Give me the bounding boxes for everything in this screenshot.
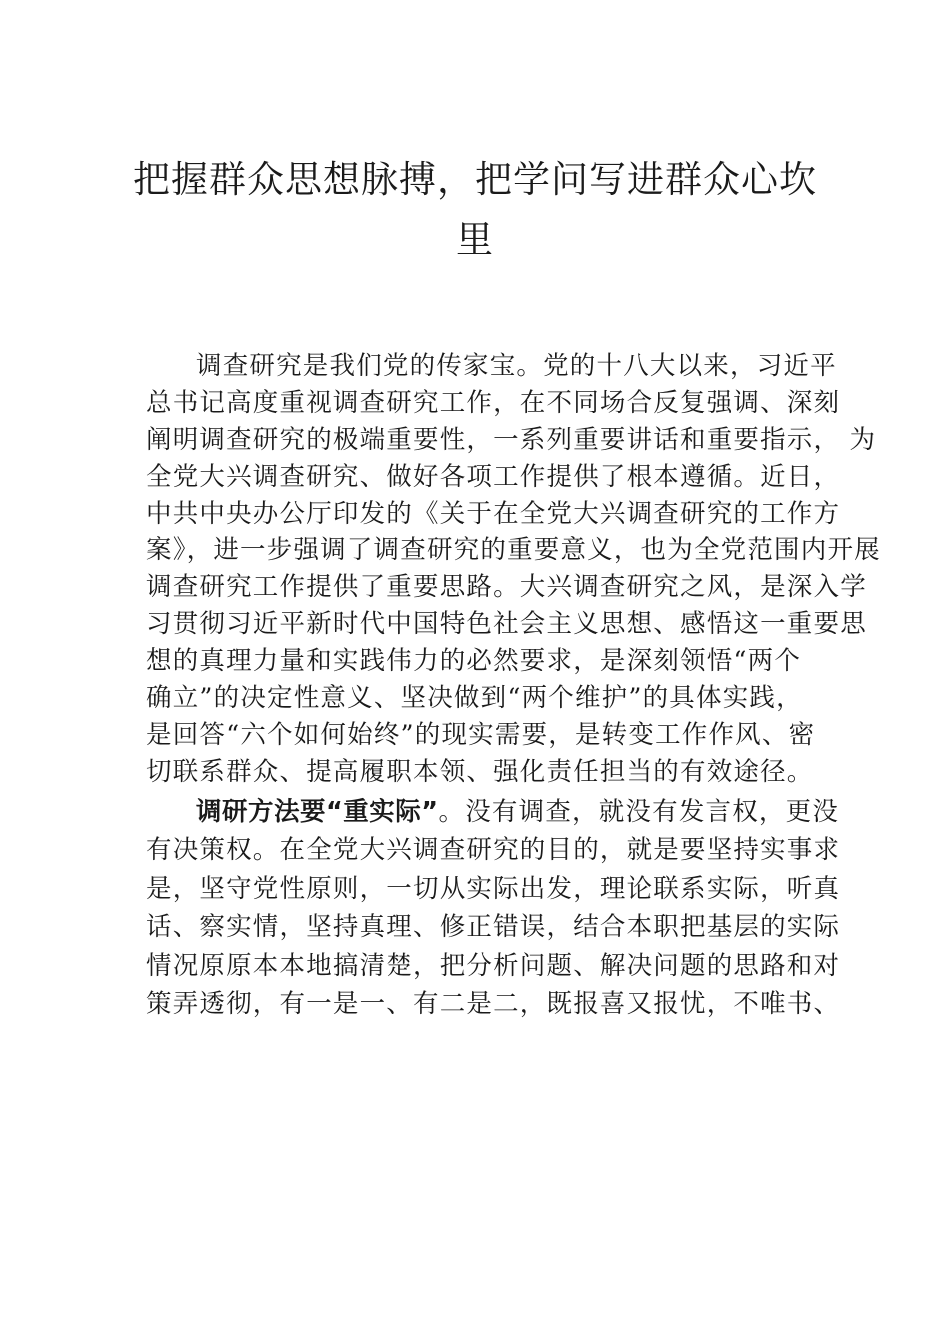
- paragraph-line: 调查研究是我们党的传家宝。党的十八大以来，习近平: [196, 351, 837, 381]
- paragraph-line: 全党大兴调查研究、做好各项工作提供了根本遵循。近日，: [146, 461, 841, 492]
- document-title: [130, 150, 820, 270]
- document-body: [146, 348, 881, 1024]
- paragraph-first-line: [146, 793, 840, 832]
- paragraph-line: 想的真理力量和实践伟力的必然要求，是深刻领悟“两个: [146, 646, 802, 677]
- paragraph-line: 阐明调查研究的极端重要性，一系列重要讲话和重要指示， 为: [146, 424, 877, 455]
- paragraph-1: [146, 348, 881, 791]
- paragraph-line: 确立”的决定性意义、坚决做到“两个维护”的具体实践，: [146, 683, 803, 714]
- paragraph-2: [146, 793, 841, 1024]
- paragraph-line: 是回答“六个如何始终”的现实需要，是转变工作作风、密: [146, 719, 816, 750]
- section-heading: 调研方法要“重实际”: [196, 796, 439, 827]
- paragraph-line: 调查研究工作提供了重要思路。大兴调查研究之风，是深入学: [146, 572, 867, 603]
- title-line-2: 里: [456, 218, 494, 261]
- paragraph-line: 话、察实情，坚持真理、修正错误，结合本职把基层的实际: [146, 912, 841, 943]
- paragraph-line: 案》，进一步强调了调查研究的重要意义，也为全党范围内开展: [146, 535, 881, 566]
- paragraph-line: 是，坚守党性原则，一切从实际出发，理论联系实际，听真: [146, 873, 841, 904]
- paragraph-line: 习贯彻习近平新时代中国特色社会主义思想、感悟这一重要思: [146, 609, 867, 640]
- title-line-1: 把握群众思想脉搏，把学问写进群众心坎: [133, 158, 817, 201]
- paragraph-line-rest: 。没有调查，就没有发言权，更没: [438, 796, 840, 827]
- paragraph-line: 情况原原本本地搞清楚，把分析问题、解决问题的思路和对: [146, 950, 841, 981]
- paragraph-line: 策弄透彻，有一是一、有二是二，既报喜又报忧，不唯书、: [146, 989, 841, 1020]
- paragraph-line: 总书记高度重视调查研究工作，在不同场合反复强调、深刻: [146, 387, 841, 418]
- paragraph-line: 中共中央办公厅印发的《关于在全党大兴调查研究的工作方: [146, 498, 841, 529]
- paragraph-line: 切联系群众、提高履职本领、强化责任担当的有效途径。: [146, 756, 814, 787]
- paragraph-line: 有决策权。在全党大兴调查研究的目的，就是要坚持实事求: [146, 835, 841, 866]
